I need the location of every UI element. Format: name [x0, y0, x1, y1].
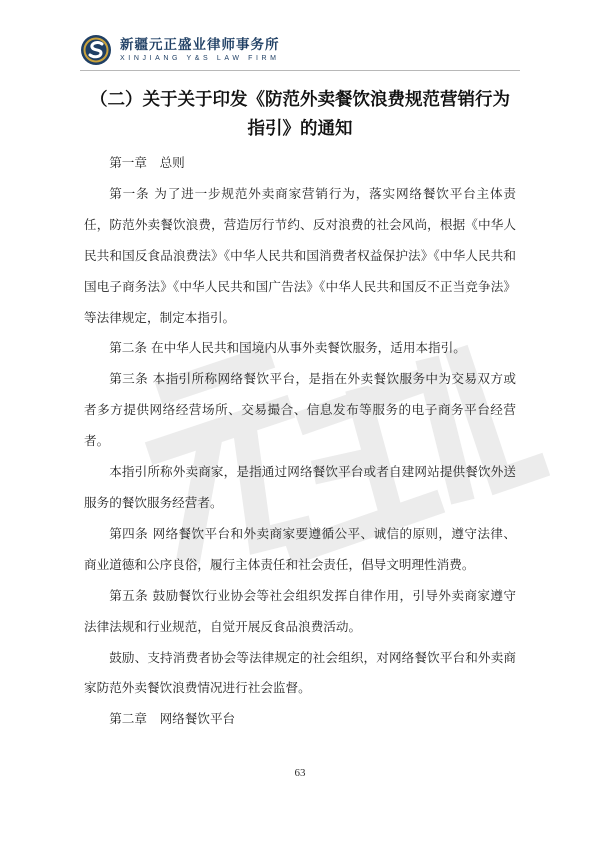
- article-4: 第四条 网络餐饮平台和外卖商家要遵循公平、诚信的原则，遵守法律、商业道德和公序良俗，履行主体责任和社会责任，倡导文明理性消费。: [84, 525, 516, 572]
- firm-name-en: XINJIANG Y&S LAW FIRM: [120, 54, 280, 62]
- title-line-2: 指引》的通知: [247, 119, 353, 139]
- chapter-1-heading: 第一章 总则: [109, 155, 185, 170]
- article-3: 第三条 本指引所称网络餐饮平台，是指在外卖餐饮服务中为交易双方或者多方提供网络经营场所、交易撮合、信息发布等服务的电子商务平台经营者。: [84, 371, 516, 449]
- page-number: 63: [294, 767, 306, 779]
- firm-name-cn: 新疆元正盛业律师事务所: [120, 36, 280, 53]
- article-1: 第一条 为了进一步规范外卖商家营销行为，落实网络餐饮平台主体责任，防范外卖餐饮浪费，营造厉行节约、反对浪费的社会风尚，根据《中华人民共和国反食品浪费法》《中华人民共和国消费者权益保护法》《中华人民共和国电子商务法》《中华人民共和国广告法》《中华人民共和国反不正当竞争法》等法律规定，制定本指引。: [84, 185, 516, 325]
- title-line-1: （二）关于关于印发《防范外卖餐饮浪费规范营销行为: [90, 90, 510, 110]
- article-2: 第二条 在中华人民共和国境内从事外卖餐饮服务，适用本指引。: [109, 340, 466, 356]
- article-3-paragraph-2: 本指引所称外卖商家，是指通过网络餐饮平台或者自建网站提供餐饮外送服务的餐饮服务经营者。: [84, 464, 516, 510]
- article-5: 第五条 鼓励餐饮行业协会等社会组织发挥自律作用，引导外卖商家遵守法律法规和行业规范，自觉开展反食品浪费活动。: [84, 587, 516, 634]
- firm-logo-icon: [80, 34, 112, 66]
- firm-name: [120, 37, 280, 64]
- header-divider: [80, 70, 520, 71]
- document-body: [84, 148, 516, 735]
- document-title: [60, 86, 540, 144]
- page-header: [80, 34, 280, 66]
- article-5-paragraph-2: 鼓励、支持消费者协会等法律规定的社会组织，对网络餐饮平台和外卖商家防范外卖餐饮浪费情况进行社会监督。: [84, 649, 516, 696]
- chapter-2-heading: 第二章 网络餐饮平台: [109, 711, 236, 727]
